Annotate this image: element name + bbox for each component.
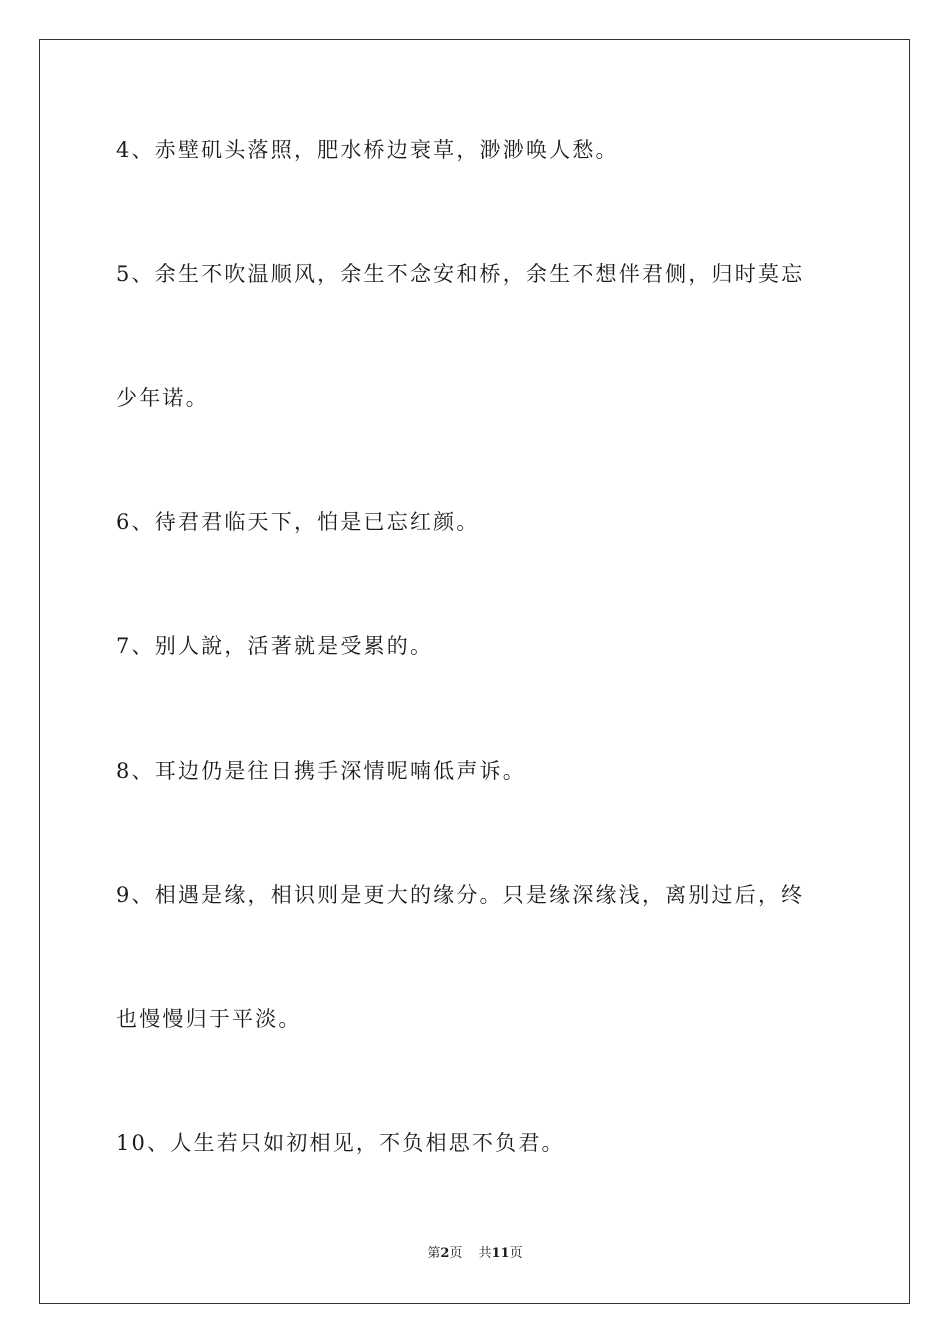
total-pages-number: 11 xyxy=(491,1246,510,1261)
text-line-item-8: 8、耳边仍是往日携手深情呢喃低声诉。 xyxy=(116,759,526,783)
text-line-item-10: 10、人生若只如初相见，不负相思不负君。 xyxy=(116,1131,565,1155)
page-suffix: 页 xyxy=(449,1246,463,1261)
page-border xyxy=(39,39,910,1304)
page-prefix: 第 xyxy=(427,1246,441,1261)
total-prefix: 共 xyxy=(478,1246,492,1261)
text-line-item-6: 6、待君君临天下，怕是已忘红颜。 xyxy=(116,510,480,534)
text-line-item-5: 5、余生不吹温顺风，余生不念安和桥，余生不想伴君侧，归时莫忘 xyxy=(116,262,805,286)
text-line-item-5-continued: 少年诺。 xyxy=(116,386,209,410)
text-line-item-7: 7、别人說，活著就是受累的。 xyxy=(116,634,434,658)
current-page-number: 2 xyxy=(440,1246,450,1261)
text-line-item-9-continued: 也慢慢归于平淡。 xyxy=(116,1007,302,1031)
text-line-item-4: 4、赤壁矶头落照，肥水桥边衰草，渺渺唤人愁。 xyxy=(116,138,619,162)
page-footer xyxy=(0,1245,950,1263)
total-suffix: 页 xyxy=(509,1246,523,1261)
text-line-item-9: 9、相遇是缘，相识则是更大的缘分。只是缘深缘浅，离别过后，终 xyxy=(116,883,805,907)
